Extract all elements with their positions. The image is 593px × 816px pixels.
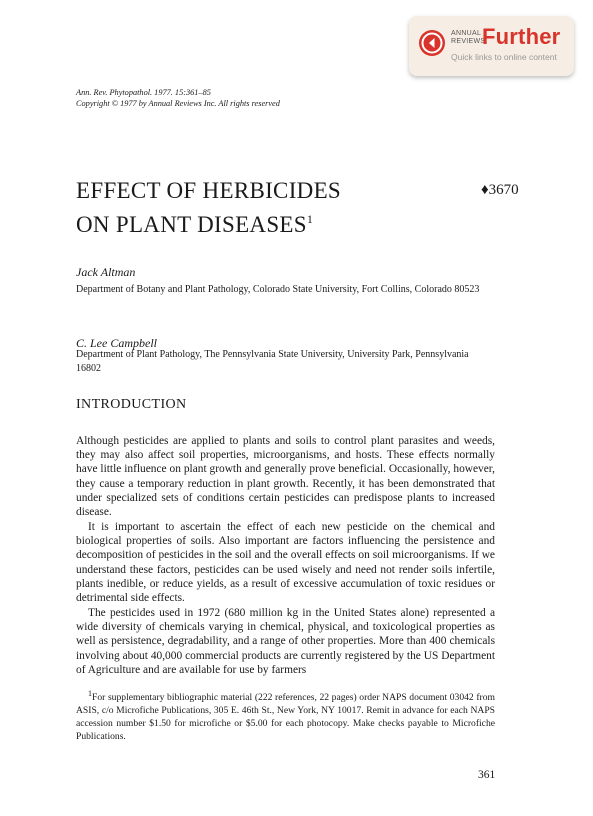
author-affiliation: Department of Plant Pathology, The Pennsylvania State University, University Park, Pennsylvania 16802 (76, 349, 469, 374)
author-name: C. Lee Campbell (76, 336, 157, 350)
further-links-badge[interactable] (409, 16, 574, 76)
journal-citation-line: Ann. Rev. Phytopathol. 1977. 15:361–85 (76, 88, 211, 97)
section-heading: INTRODUCTION (76, 397, 187, 412)
article-title (76, 176, 341, 239)
badge-reviews-text: REVIEWS (451, 38, 486, 45)
reference-number: ♦3670 (481, 182, 519, 198)
badge-annual-reviews (451, 30, 485, 46)
copyright-line: Copyright © 1977 by Annual Reviews Inc. All rights reserved (76, 99, 280, 108)
body-paragraph: Although pesticides are applied to plants and soils to control plant parasites and weeds, they may also affect soil properties, microorganisms, and hosts. These effects normally have little influence on plant growth and generally prove beneficial. Occasionally, however, they cause a temporary reduction in plant growth. Recently, it has been demonstrated that under specialized sets of conditions certain pesticides can predispose plants to increased disease. (76, 435, 495, 519)
footnote-text: For supplementary bibliographic material (222 references, 22 pages) order NAPS document 03042 from ASIS, c/o Microfiche Publications, 305 E. 46th St., New York, NY 10017. Remit in advance for each NAPS accession number $1.50 for microfiche or $5.00 for each photocopy. Make checks payable to Microfiche Publications. (76, 692, 495, 742)
journal-citation (76, 87, 280, 109)
author-name: Jack Altman (76, 265, 136, 279)
title-line-2: ON PLANT DISEASES (76, 212, 307, 237)
author-affiliation: Department of Botany and Plant Pathology, Colorado State University, Fort Collins, Colorado 80523 (76, 284, 480, 295)
title-footnote-mark: 1 (306, 212, 314, 226)
back-arrow-icon (419, 30, 445, 56)
footnote (76, 688, 495, 743)
footnote-mark: 1 (88, 689, 92, 698)
badge-annual-text: ANNUAL (451, 30, 482, 37)
badge-further-word: Further (482, 24, 561, 49)
body-paragraph: It is important to ascertain the effect of each new pesticide on the chemical and biological properties of soils. Also important are factors influencing the persistence and decomposition of pesticides in the soil and the overall effects on soil microorganisms. If we understand these factors, pesticides can be used wisely and need not render soils infertile, plants inedible, or reduce yields, as a result of excessive accumulation of toxic residues or detrimental side effects. (76, 521, 495, 605)
page-number: 361 (478, 769, 496, 781)
body-paragraph: The pesticides used in 1972 (680 million kg in the United States alone) represented a wide diversity of chemicals varying in chemical, physical, and toxicological properties as well as persistence, degradability, and a range of other properties. More than 400 chemicals involving about 40,000 commercial products are currently registered by the US Department of Agriculture and are available for use by farmers (76, 607, 495, 676)
badge-subtitle: Quick links to online content (451, 52, 557, 62)
title-line-1: EFFECT OF HERBICIDES (76, 178, 342, 203)
